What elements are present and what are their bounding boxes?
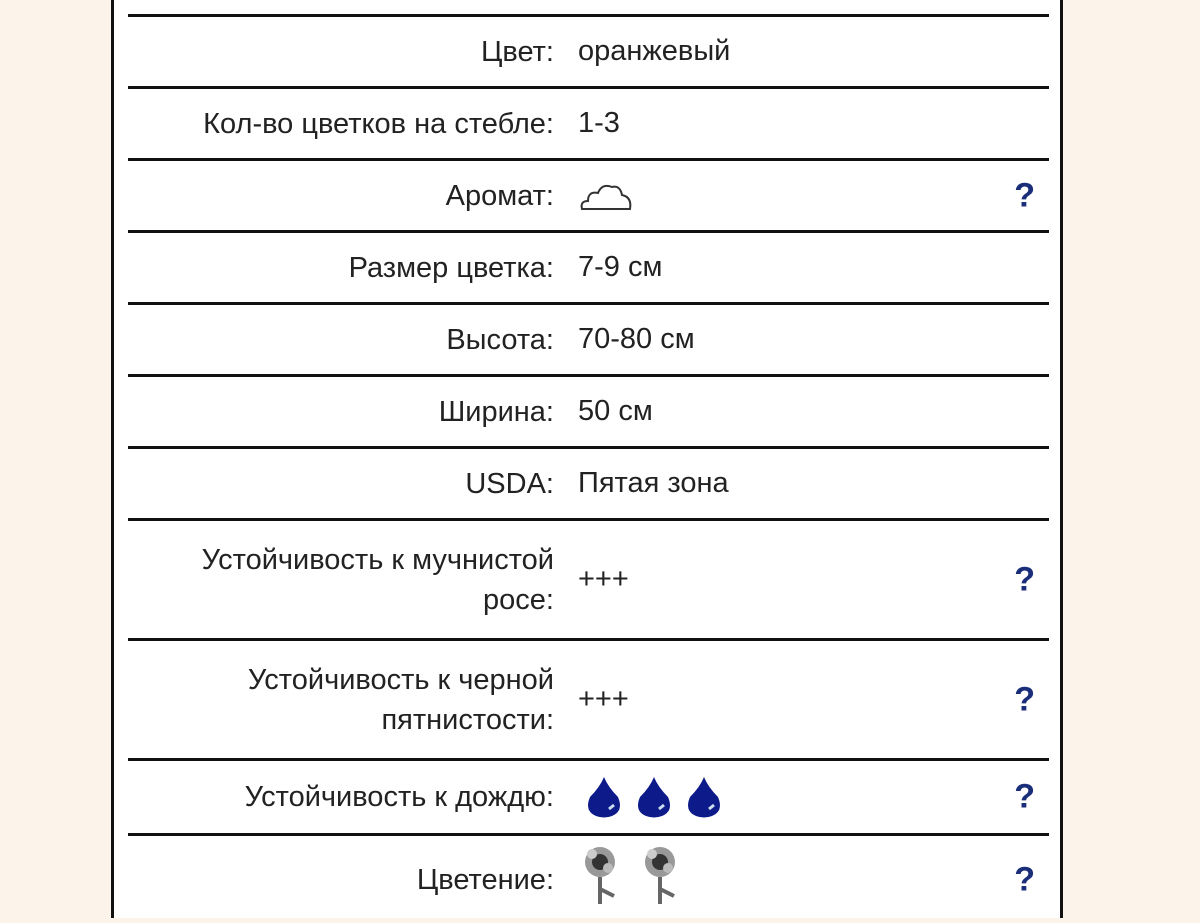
row-label: Устойчивость к мучнистой росе: xyxy=(201,543,554,616)
row-height xyxy=(128,302,1049,374)
row-mildew-resistance xyxy=(128,518,1049,638)
row-blackspot-resistance xyxy=(128,638,1049,758)
row-value: 70-80 см xyxy=(578,323,695,355)
row-label: Цветение: xyxy=(416,863,554,896)
help-button[interactable]: ? xyxy=(1014,680,1035,718)
row-value: +++ xyxy=(578,683,629,715)
row-label: Устойчивость к дождю: xyxy=(244,781,554,813)
row-label: USDA: xyxy=(465,467,554,500)
help-button[interactable]: ? xyxy=(1014,777,1035,816)
row-label: Цвет: xyxy=(480,35,554,68)
raindrop-icon xyxy=(584,775,624,819)
row-label: Устойчивость к черной пятнистости: xyxy=(247,663,554,736)
row-rain-resistance xyxy=(128,758,1049,833)
raindrop-icon xyxy=(684,775,724,819)
row-value: 7-9 см xyxy=(578,251,663,283)
row-label: Кол-во цветков на стебле: xyxy=(203,107,554,140)
row-label: Ширина: xyxy=(438,395,554,428)
row-label: Высота: xyxy=(446,323,554,356)
flower-icon xyxy=(578,844,628,904)
row-value: Пятая зона xyxy=(578,467,729,499)
characteristics-table xyxy=(128,14,1049,923)
row-flower-size xyxy=(128,230,1049,302)
row-value: 50 см xyxy=(578,395,653,427)
row-flowers-per-stem xyxy=(128,86,1049,158)
row-blooming xyxy=(128,833,1049,923)
raindrop-icon xyxy=(634,775,674,819)
row-label: Размер цветка: xyxy=(348,251,554,284)
row-label: Аромат: xyxy=(445,179,554,212)
row-value: +++ xyxy=(578,563,629,595)
rain-rating xyxy=(584,775,724,819)
row-aroma xyxy=(128,158,1049,230)
cloud-icon xyxy=(578,179,634,213)
help-button[interactable]: ? xyxy=(1014,560,1035,598)
row-value: 1-3 xyxy=(578,107,620,139)
row-width xyxy=(128,374,1049,446)
help-button[interactable]: ? xyxy=(1014,176,1035,214)
flower-icon xyxy=(638,844,688,904)
help-button[interactable]: ? xyxy=(1014,860,1035,898)
bloom-rating xyxy=(578,844,688,904)
row-value: оранжевый xyxy=(578,35,731,67)
row-color xyxy=(128,14,1049,86)
row-usda xyxy=(128,446,1049,518)
